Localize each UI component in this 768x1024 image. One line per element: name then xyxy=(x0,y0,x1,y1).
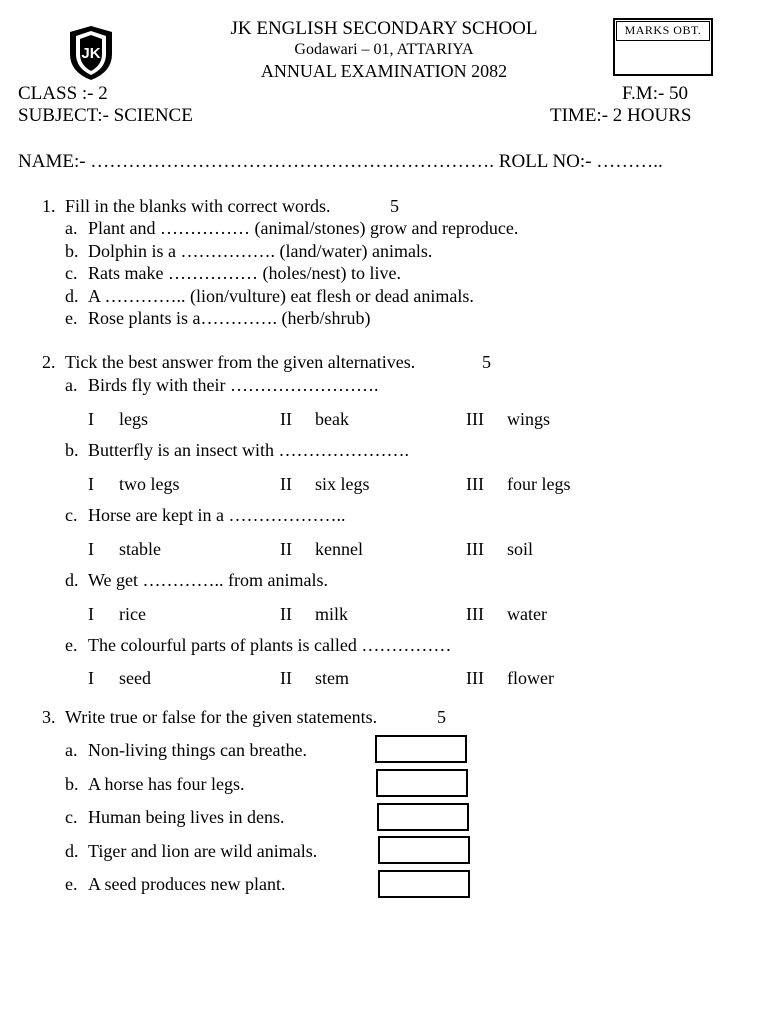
q1-number: 1. xyxy=(42,196,56,216)
q1-item-letter: c. xyxy=(65,263,78,283)
q2-item-letter: c. xyxy=(65,505,78,525)
q1-item-letter: e. xyxy=(65,308,78,328)
q1-title: Fill in the blanks with correct words. xyxy=(65,196,331,216)
option-text[interactable]: water xyxy=(507,604,547,624)
school-address: Godawari – 01, ATTARIYA xyxy=(294,41,474,58)
option-numeral-2: II xyxy=(280,604,292,624)
q2-item-text: We get ………….. from animals. xyxy=(88,570,329,590)
name-roll-line[interactable]: NAME:- ………………………………………………………. ROLL NO:- ……….. xyxy=(18,151,663,172)
option-numeral-3: III xyxy=(466,604,484,624)
q1-item-text: A ………….. (lion/vulture) eat flesh or dead animals. xyxy=(88,286,474,306)
option-numeral-2: II xyxy=(280,539,292,559)
q3-item-text: Human being lives in dens. xyxy=(88,807,285,827)
answer-box[interactable] xyxy=(378,870,470,898)
option-text[interactable]: two legs xyxy=(119,474,180,494)
q1-item-text: Rats make …………… (holes/nest) to live. xyxy=(88,263,401,283)
option-numeral-3: III xyxy=(466,539,484,559)
q1-item-letter: a. xyxy=(65,218,78,238)
logo-lettering: JK xyxy=(81,45,101,62)
time-label: TIME:- 2 HOURS xyxy=(550,105,692,126)
school-name: JK ENGLISH SECONDARY SCHOOL xyxy=(230,18,538,39)
q2-marks: 5 xyxy=(482,352,491,372)
q2-item-text: The colourful parts of plants is called …………… xyxy=(88,635,452,655)
answer-box[interactable] xyxy=(376,769,468,797)
option-numeral-1: I xyxy=(88,668,94,688)
option-text[interactable]: four legs xyxy=(507,474,571,494)
option-text[interactable]: rice xyxy=(119,604,146,624)
subject-label: SUBJECT:- SCIENCE xyxy=(18,105,193,126)
q3-number: 3. xyxy=(42,707,56,727)
exam-title: ANNUAL EXAMINATION 2082 xyxy=(260,61,508,81)
q1-item-text: Plant and …………… (animal/stones) grow and reproduce. xyxy=(88,218,519,238)
option-numeral-3: III xyxy=(466,668,484,688)
class-label: CLASS :- 2 xyxy=(18,83,108,104)
q3-item-letter: d. xyxy=(65,841,79,861)
answer-box[interactable] xyxy=(375,735,467,763)
q3-item-letter: e. xyxy=(65,874,78,894)
option-numeral-1: I xyxy=(88,539,94,559)
q3-item-text: Non-living things can breathe. xyxy=(88,740,307,760)
q2-item-text: Birds fly with their ……………………. xyxy=(88,375,379,395)
option-text[interactable]: beak xyxy=(315,409,349,429)
q3-item-letter: c. xyxy=(65,807,78,827)
option-numeral-3: III xyxy=(466,409,484,429)
option-numeral-1: I xyxy=(88,474,94,494)
answer-box[interactable] xyxy=(378,836,470,864)
option-text[interactable]: wings xyxy=(507,409,551,429)
q2-item-letter: a. xyxy=(65,375,78,395)
option-text[interactable]: stable xyxy=(119,539,161,559)
q1-marks: 5 xyxy=(390,196,399,216)
q1-item-letter: d. xyxy=(65,286,79,306)
option-numeral-1: I xyxy=(88,604,94,624)
q2-number: 2. xyxy=(42,352,56,372)
q2-item-letter: e. xyxy=(65,635,78,655)
q2-item-text: Butterfly is an insect with …………………. xyxy=(88,440,409,460)
option-numeral-1: I xyxy=(88,409,94,429)
option-numeral-3: III xyxy=(466,474,484,494)
q2-item-letter: b. xyxy=(65,440,79,460)
option-text[interactable]: flower xyxy=(507,668,554,688)
q2-title: Tick the best answer from the given alternatives. xyxy=(65,352,416,372)
option-text[interactable]: milk xyxy=(315,604,349,624)
marks-obtained-label: MARKS OBT. xyxy=(616,21,710,41)
q3-item-text: Tiger and lion are wild animals. xyxy=(88,841,318,861)
q3-item-text: A seed produces new plant. xyxy=(88,874,286,894)
option-text[interactable]: six legs xyxy=(315,474,370,494)
option-numeral-2: II xyxy=(280,474,292,494)
option-numeral-2: II xyxy=(280,668,292,688)
q3-item-text: A horse has four legs. xyxy=(88,774,245,794)
answer-box[interactable] xyxy=(377,803,469,831)
q1-item-letter: b. xyxy=(65,241,79,261)
q1-item-text: Dolphin is a ……………. (land/water) animals. xyxy=(88,241,433,261)
option-text[interactable]: seed xyxy=(119,668,151,688)
q3-item-letter: a. xyxy=(65,740,78,760)
option-numeral-2: II xyxy=(280,409,292,429)
q2-item-letter: d. xyxy=(65,570,79,590)
marks-obtained-box[interactable] xyxy=(613,18,713,76)
q3-marks: 5 xyxy=(437,707,446,727)
option-text[interactable]: kennel xyxy=(315,539,363,559)
full-marks: F.M:- 50 xyxy=(622,83,689,104)
option-text[interactable]: stem xyxy=(315,668,349,688)
q3-title: Write true or false for the given statements. xyxy=(65,707,378,727)
option-text[interactable]: legs xyxy=(119,409,148,429)
q3-item-letter: b. xyxy=(65,774,79,794)
option-text[interactable]: soil xyxy=(507,539,534,559)
q2-item-text: Horse are kept in a ……………….. xyxy=(88,505,346,525)
q1-item-text: Rose plants is a…………. (herb/shrub) xyxy=(88,308,371,328)
